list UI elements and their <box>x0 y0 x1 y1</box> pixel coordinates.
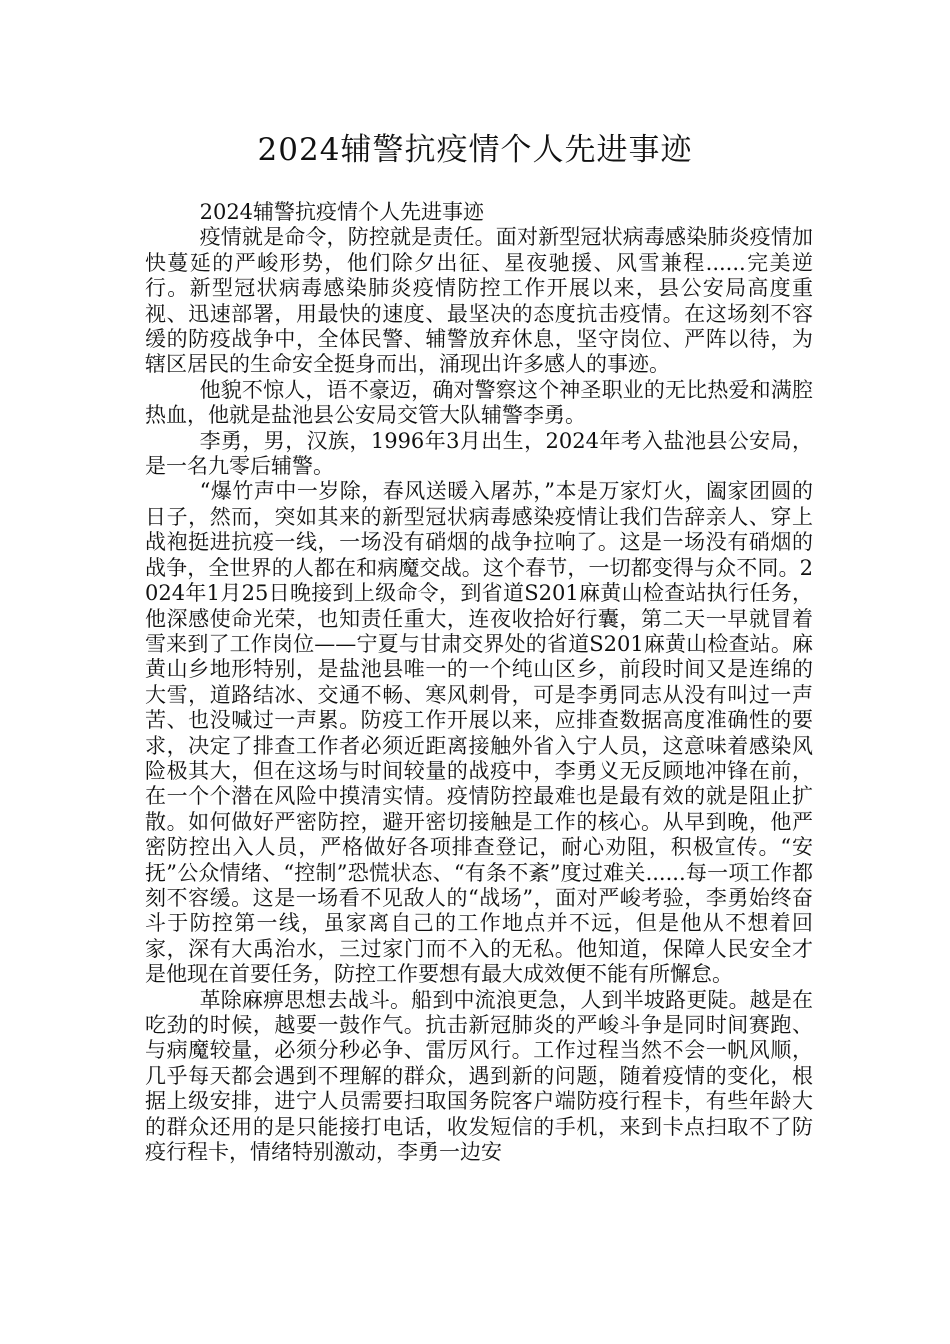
paragraph-profile: 他貌不惊人，语不豪迈，确对警察这个神圣职业的无比热爱和满腔热血，他就是盐池县公安局交管大队辅警李勇。 <box>145 377 813 428</box>
paragraph-frontline: “爆竹声中一岁除，春风送暖入屠苏，”本是万家灯火，阖家团圆的日子，然而，突如其来的新型冠状病毒感染疫情让我们告辞亲人、穿上战袍挺进抗疫一线，一场没有硝烟的战争拉响了。这是一场没有硝烟的战争，全世界的人都在和病魔交战。这个春节，一切都变得与众不同。2024年1月25日晚接到上级命令，到省道S201麻黄山检查站执行任务，他深感使命光荣，也知责任重大，连夜收拾好行囊，第二天一早就冒着雪来到了工作岗位——宁夏与甘肃交界处的省道S201麻黄山检查站。麻黄山乡地形特别，是盐池县唯一的一个纯山区乡，前段时间又是连绵的大雪，道路结冰、交通不畅、寒风刺骨，可是李勇同志从没有叫过一声苦、也没喊过一声累。防疫工作开展以来，应排查数据高度准确性的要求，决定了排查工作者必须近距离接触外省入宁人员，这意味着感染风险极其大，但在这场与时间较量的战疫中，李勇义无反顾地冲锋在前，在一个个潜在风险中摸清实情。疫情防控最难也是最有效的就是阻止扩散。如何做好严密防控，避开密切接触是工作的核心。从早到晚，他严密防控出入人员，严格做好各项排查登记，耐心劝阻，积极宣传。“安抚”公众情绪、“控制”恐慌状态、“有条不紊”度过难关......每一项工作都刻不容缓。这是一场看不见敌人的“战场”，面对严峻考验，李勇始终奋斗于防控第一线，虽家离自己的工作地点并不远，但是他从不想着回家，深有大禹治水，三过家门而不入的无私。他知道，保障人民安全才是他现在首要任务，防控工作要想有最大成效便不能有所懈怠。 <box>145 479 813 987</box>
paragraph-bio: 李勇，男，汉族，1996年3月出生，2024年考入盐池县公安局，是一名九零后辅警。 <box>145 428 813 479</box>
document-title: 2024辅警抗疫情个人先进事迹 <box>257 132 693 168</box>
paragraph-intro: 疫情就是命令，防控就是责任。面对新型冠状病毒感染肺炎疫情加快蔓延的严峻形势，他们除夕出征、星夜驰援、风雪兼程......完美逆行。新型冠状病毒感染肺炎疫情防控工作开展以来，县公安局高度重视、迅速部署，用最快的速度、最坚决的态度抗击疫情。在这场刻不容缓的防疫战争中，全体民警、辅警放弃休息，坚守岗位、严阵以待，为辖区居民的生命安全挺身而出，涌现出许多感人的事迹。 <box>145 225 813 377</box>
document-body <box>145 200 813 1165</box>
paragraph-fight: 革除麻痹思想去战斗。船到中流浪更急，人到半坡路更陡。越是在吃劲的时候，越要一鼓作气。抗击新冠肺炎的严峻斗争是同时间赛跑、与病魔较量，必须分秒必争、雷厉风行。工作过程当然不会一帆风顺，几乎每天都会遇到不理解的群众，遇到新的问题，随着疫情的变化，根据上级安排，进宁人员需要扫取国务院客户端防疫行程卡，有些年龄大的群众还用的是只能接打电话，收发短信的手机，来到卡点扫取不了防疫行程卡，情绪特别激动，李勇一边安 <box>145 987 813 1165</box>
document-subtitle: 2024辅警抗疫情个人先进事迹 <box>199 200 485 224</box>
